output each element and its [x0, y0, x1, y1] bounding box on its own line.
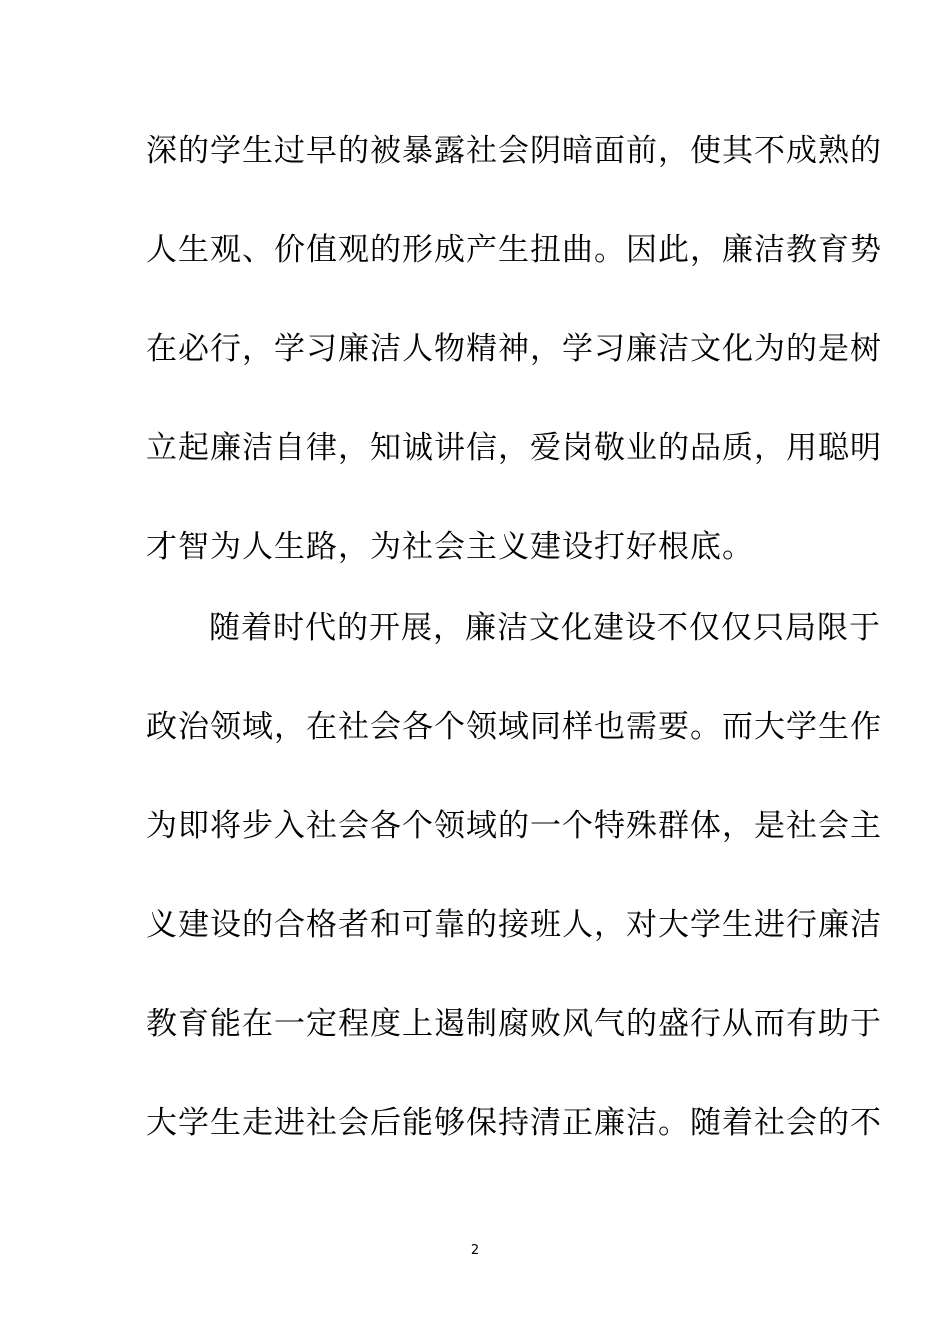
text-line: 政治领域，在社会各个领域同样也需要。而大学生作 — [146, 709, 882, 745]
text-line: 教育能在一定程度上遏制腐败风气的盛行从而有助于 — [146, 1006, 882, 1042]
text-line: 在必行，学习廉洁人物精神，学习廉洁文化为的是树 — [146, 331, 882, 367]
text-line: 立起廉洁自律，知诚讲信，爱岗敬业的品质，用聪明 — [146, 430, 882, 466]
paragraph-start-line: 随着时代的开展，廉洁文化建设不仅仅只局限于 — [209, 610, 881, 646]
page-number: 2 — [470, 1243, 480, 1258]
text-line: 义建设的合格者和可靠的接班人，对大学生进行廉洁 — [146, 907, 882, 943]
text-line: 为即将步入社会各个领域的一个特殊群体，是社会主 — [146, 808, 882, 844]
text-line: 大学生走进社会后能够保持清正廉洁。随着社会的不 — [146, 1105, 882, 1141]
text-line: 深的学生过早的被暴露社会阴暗面前，使其不成熟的 — [146, 133, 882, 169]
text-line: 才智为人生路，为社会主义建设打好根底。 — [146, 529, 754, 565]
text-line: 人生观、价值观的形成产生扭曲。因此，廉洁教育势 — [146, 232, 882, 268]
